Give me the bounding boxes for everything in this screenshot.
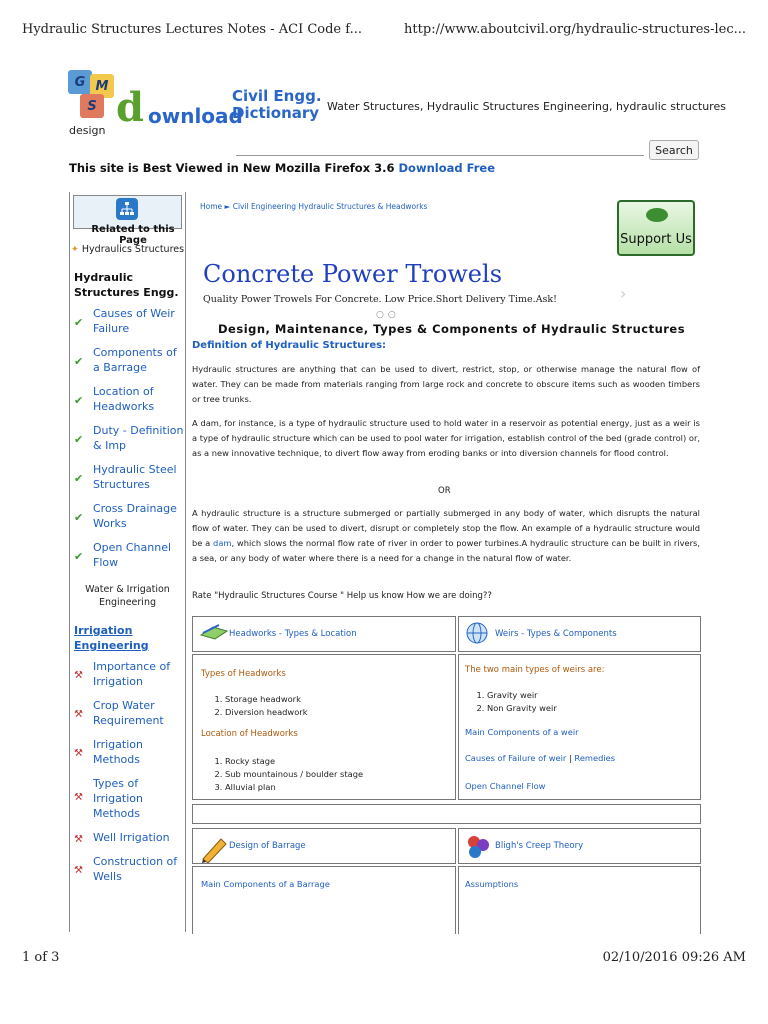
- globe-icon: [465, 621, 495, 645]
- tools-icon: ⚒: [74, 670, 83, 681]
- hexagon-icon: [465, 833, 495, 857]
- weirs-title: Weirs - Types & Components: [495, 629, 617, 639]
- sitemap-icon: [116, 198, 138, 220]
- or-separator: OR: [438, 486, 451, 496]
- sidebar-item-label: Importance of Irrigation: [93, 660, 171, 688]
- causes-failure-link[interactable]: Causes of Failure of weir: [465, 753, 567, 763]
- logo-civil-dictionary: [232, 88, 322, 122]
- print-title: Hydraulic Structures Lectures Notes - ACI Code f...: [22, 22, 363, 37]
- sidebar-list-hydraulic: [70, 306, 185, 579]
- types-headworks-heading: Types of Headworks: [201, 669, 286, 679]
- ad-subtitle: Quality Power Trowels For Concrete. Low Price.Short Delivery Time.Ask!: [203, 294, 558, 305]
- sidebar-item-duty[interactable]: [70, 423, 185, 462]
- locations-list: [225, 755, 363, 794]
- support-us-button[interactable]: [617, 200, 695, 256]
- sidebar: [69, 192, 186, 932]
- weirs-card-body: [458, 654, 701, 800]
- paragraph-3: [192, 506, 700, 566]
- remedies-link[interactable]: Remedies: [574, 753, 616, 763]
- page-title: Design, Maintenance, Types & Components of Hydraulic Structures: [218, 322, 686, 336]
- check-icon: ✔: [74, 433, 84, 446]
- list-item: 3. Alluvial plan: [225, 781, 363, 794]
- water-irrigation-label[interactable]: Water & Irrigation Engineering: [85, 584, 170, 608]
- topic-grid: [192, 616, 701, 934]
- main-components-weir-link[interactable]: Main Components of a weir: [465, 727, 579, 737]
- logo-letter-g: G: [68, 70, 92, 94]
- tools-icon: ⚒: [74, 748, 83, 759]
- sidebar-item-types-irrigation[interactable]: [70, 776, 185, 830]
- print-footer: [22, 950, 746, 968]
- check-icon: ✔: [74, 355, 84, 368]
- sidebar-list-irrigation: [70, 659, 185, 893]
- sidebar-item-label: Open Channel Flow: [93, 541, 172, 569]
- breadcrumb: [200, 202, 427, 211]
- bligh-card-body: [458, 866, 701, 934]
- main-components-barrage-link[interactable]: Main Components of a Barrage: [201, 879, 330, 889]
- sidebar-item-irrigation-methods[interactable]: [70, 737, 185, 776]
- weirs-card-header[interactable]: [458, 616, 701, 652]
- check-icon: ✔: [74, 394, 84, 407]
- sidebar-item-wells[interactable]: [70, 854, 185, 893]
- hydraulics-structures-text: Hydraulics Structures: [81, 244, 185, 255]
- sidebar-item-label: Construction of Wells: [93, 855, 178, 883]
- sidebar-header: [73, 195, 182, 246]
- location-headworks-heading: Location of Headworks: [201, 729, 298, 739]
- tools-icon: ⚒: [74, 834, 83, 845]
- grid-spacer-row: [192, 804, 701, 824]
- breadcrumb-home[interactable]: Home: [200, 202, 223, 211]
- print-datetime: 02/10/2016 09:26 AM: [602, 950, 746, 965]
- star-icon: ✦: [70, 244, 79, 255]
- bligh-card-header[interactable]: [458, 828, 701, 864]
- sidebar-item-label: Hydraulic Steel Structures: [93, 463, 177, 491]
- sidebar-item-open-channel[interactable]: [70, 540, 185, 579]
- page-number: 1 of 3: [22, 950, 60, 965]
- dam-link[interactable]: dam: [213, 538, 232, 548]
- check-icon: ✔: [74, 472, 84, 485]
- list-item: 2. Sub mountainous / boulder stage: [225, 768, 363, 781]
- tools-icon: ⚒: [74, 865, 83, 876]
- headworks-card-header[interactable]: [192, 616, 456, 652]
- tools-icon: ⚒: [74, 709, 83, 720]
- headwork-types-list: [225, 693, 308, 719]
- link-separator: |: [568, 753, 572, 763]
- causes-remedies-row: [465, 753, 615, 763]
- sidebar-item-label: Causes of Weir Failure: [93, 307, 175, 335]
- print-url: http://www.aboutcivil.org/hydraulic-structures-lec...: [404, 22, 746, 37]
- sidebar-item-label: Types of Irrigation Methods: [93, 777, 143, 820]
- rate-prompt: Rate "Hydraulic Structures Course " Help us know How we are doing??: [192, 591, 492, 601]
- headworks-title: Headworks - Types & Location: [229, 629, 357, 639]
- breadcrumb-arrow-icon: ►: [224, 202, 231, 211]
- design-barrage-title: Design of Barrage: [229, 841, 306, 851]
- best-viewed-notice: [69, 161, 495, 175]
- paragraph-1: Hydraulic structures are anything that can be used to divert, restrict, stop, or otherwise manage the natural flow of water. They can be made from materials ranging from large rock and concrete to obscure items such as wooden timbers or tree trunks.: [192, 364, 700, 404]
- sidebar-item-crop-water[interactable]: [70, 698, 185, 737]
- sidebar-item-label: Crop Water Requirement: [93, 699, 164, 727]
- list-item: 1. Storage headwork: [225, 693, 308, 706]
- barrage-card-header[interactable]: [192, 828, 456, 864]
- sidebar-item-label: Components of a Barrage: [93, 346, 177, 374]
- open-channel-flow-link[interactable]: Open Channel Flow: [465, 781, 546, 791]
- list-item: 1. Rocky stage: [225, 755, 363, 768]
- weir-types-list: [487, 689, 557, 715]
- leaf-icon: [646, 208, 668, 222]
- ad-title[interactable]: Concrete Power Trowels: [203, 260, 503, 288]
- site-tagline: Water Structures, Hydraulic Structures Engineering, hydraulic structures: [327, 100, 726, 113]
- list-item: 2. Diversion headwork: [225, 706, 308, 719]
- search-input[interactable]: [236, 142, 644, 156]
- download-free-link[interactable]: Download Free: [398, 161, 496, 175]
- headworks-card-body: [192, 654, 456, 800]
- sidebar-item-importance[interactable]: [70, 659, 185, 698]
- sidebar-item-label: Duty - Definition & Imp: [93, 424, 184, 452]
- check-icon: ✔: [74, 316, 84, 329]
- check-icon: ✔: [74, 550, 84, 563]
- best-viewed-text: This site is Best Viewed in New Mozilla Firefox 3.6: [69, 161, 395, 175]
- barrage-card-body: [192, 866, 456, 934]
- logo-download-rest: ownload: [148, 104, 243, 128]
- paragraph-2: A dam, for instance, is a type of hydraulic structure used to hold water in a reservoir as potential energy, just as a weir is a type of hydraulic structure which can be used to pool water for irrigation, establish control of the bed (grade control) or, as a new innovative technique, to divert flow away from eroding banks or into diversion channels for flood control.: [192, 418, 700, 458]
- definition-heading: Definition of Hydraulic Structures:: [192, 340, 387, 351]
- sidebar-item-label: Location of Headworks: [93, 385, 155, 413]
- tools-icon: ⚒: [74, 792, 83, 803]
- ad-pager-dots[interactable]: ○○: [376, 310, 400, 320]
- sidebar-item-label: Irrigation Methods: [93, 738, 143, 766]
- list-item: 1. Gravity weir: [487, 689, 557, 702]
- sidebar-item-headworks[interactable]: [70, 384, 185, 423]
- sidebar-item-cross-drainage[interactable]: [70, 501, 185, 540]
- logo-civil-line2: Dictionary: [232, 104, 320, 122]
- support-us-label: Support Us: [620, 232, 692, 247]
- logo-download-d: d: [116, 84, 144, 131]
- search-button[interactable]: Search: [649, 140, 699, 160]
- sidebar-item-label: Well Irrigation: [93, 831, 170, 844]
- breadcrumb-current[interactable]: Civil Engineering Hydraulic Structures & Headworks: [232, 202, 428, 211]
- check-icon: ✔: [74, 511, 84, 524]
- logo-civil-line1: Civil Engg.: [232, 87, 322, 105]
- headworks-icon: [199, 621, 229, 645]
- sidebar-item-label: Cross Drainage Works: [93, 502, 177, 530]
- weir-intro: The two main types of weirs are:: [465, 665, 605, 675]
- print-header: [22, 22, 746, 42]
- logo-letter-m: M: [90, 74, 114, 98]
- list-item: 2. Non Gravity weir: [487, 702, 557, 715]
- ad-next-icon[interactable]: ›: [620, 284, 627, 303]
- pencil-icon: [199, 833, 229, 857]
- sidebar-item-steel[interactable]: [70, 462, 185, 501]
- logo-letter-s: S: [80, 94, 104, 118]
- sidebar-item-weir-failure[interactable]: [70, 306, 185, 345]
- sidebar-section-hydraulic: Hydraulic Structures Engg.: [74, 271, 179, 299]
- assumptions-link[interactable]: Assumptions: [465, 879, 519, 889]
- sidebar-item-barrage[interactable]: [70, 345, 185, 384]
- paragraph-3-after: , which slows the normal flow rate of river in order to power turbines.A hydraulic structure can be built in rivers, a sea, or any body of water where there is a need for a change in the natural flow of water.: [192, 538, 701, 563]
- related-page-title: Related to this Page: [91, 224, 175, 246]
- sidebar-item-well-irrigation[interactable]: [70, 830, 185, 854]
- sidebar-section-irrigation[interactable]: Irrigation Engineering: [74, 624, 149, 652]
- paragraph-3-before: A hydraulic structure is a structure submerged or partially submerged in any body of water, which disrupts the natural flow of water. They can be used to divert, disrupt or completely stop the flow. An example of a hydraulic structure would be a: [192, 508, 700, 548]
- site-tagline-cont: design: [69, 124, 106, 137]
- blighs-title: Bligh's Creep Theory: [495, 841, 584, 851]
